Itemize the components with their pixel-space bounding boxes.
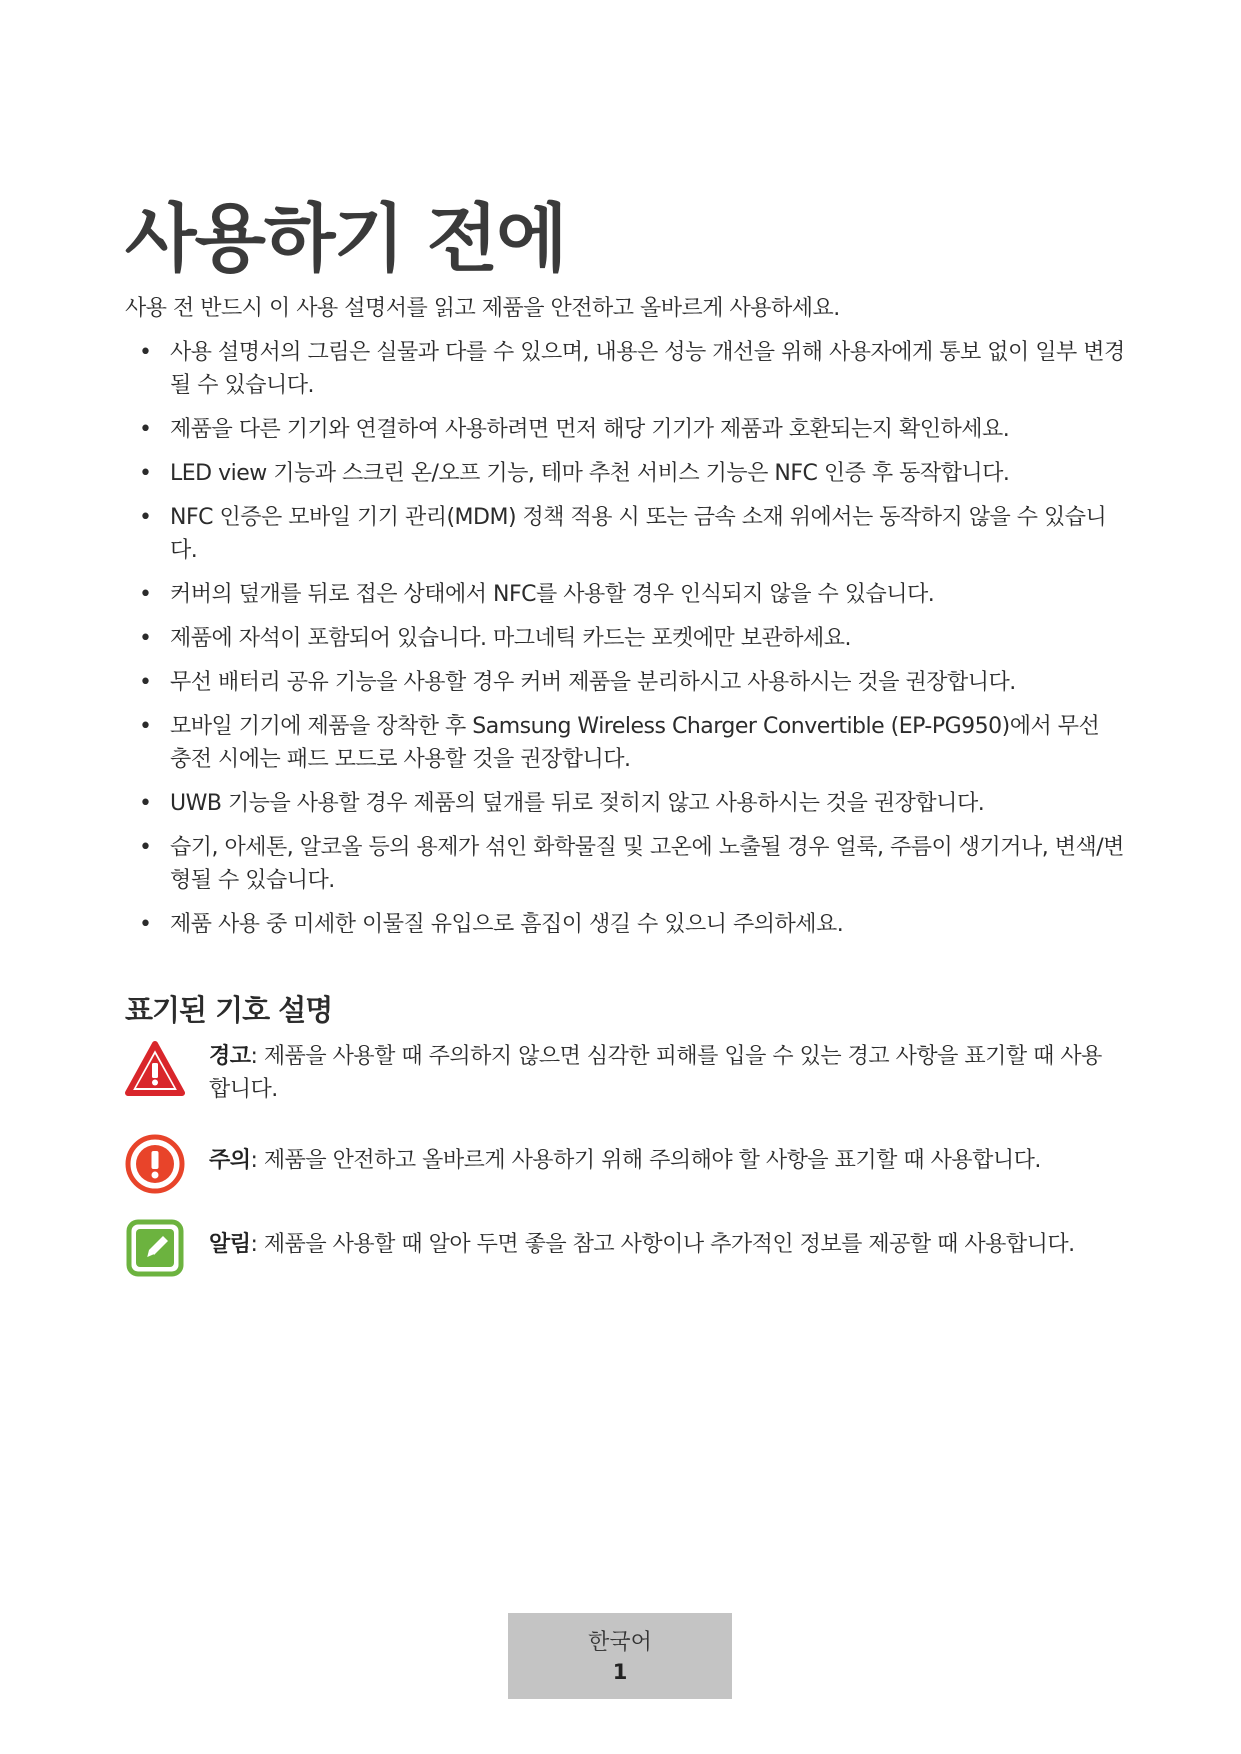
bullet-icon: • bbox=[139, 835, 152, 860]
bullet-icon: • bbox=[139, 340, 152, 365]
symbols-section-title: 표기된 기호 설명 bbox=[125, 993, 333, 1027]
list-item-text: 습기, 아세톤, 알코올 등의 용제가 섞인 화학물질 및 고온에 노출될 경우 얼룩, 주름이 생기거나, 변색/변형될 수 있습니다. bbox=[170, 835, 1124, 893]
bullet-icon: • bbox=[139, 626, 152, 651]
list-item-text: LED view 기능과 스크린 온/오프 기능, 테마 추천 서비스 기능은 NFC 인증 후 동작합니다. bbox=[170, 461, 1010, 486]
list-item bbox=[125, 578, 1125, 611]
bullet-icon: • bbox=[139, 505, 152, 530]
footer-language: 한국어 bbox=[588, 1630, 652, 1655]
list-item-text: 무선 배터리 공유 기능을 사용할 경우 커버 제품을 분리하시고 사용하시는 것을 권장합니다. bbox=[170, 670, 1016, 695]
warning-label: 경고 bbox=[209, 1044, 251, 1069]
list-item bbox=[125, 666, 1125, 699]
list-item-text: NFC 인증은 모바일 기기 관리(MDM) 정책 적용 시 또는 금속 소재 위에서는 동작하지 않을 수 있습니다. bbox=[170, 505, 1107, 563]
list-item bbox=[125, 622, 1125, 655]
list-item bbox=[125, 413, 1125, 446]
bullet-icon: • bbox=[139, 714, 152, 739]
list-item-text: UWB 기능을 사용할 경우 제품의 덮개를 뒤로 젖히지 않고 사용하시는 것을 권장합니다. bbox=[170, 791, 985, 816]
bullet-icon: • bbox=[139, 582, 152, 607]
bullet-icon: • bbox=[139, 912, 152, 937]
intro-text: 사용 전 반드시 이 사용 설명서를 읽고 제품을 안전하고 올바르게 사용하세요. bbox=[125, 296, 840, 321]
note-text bbox=[209, 1228, 1109, 1261]
caution-description: : 제품을 안전하고 올바르게 사용하기 위해 주의해야 할 사항을 표기할 때 사용합니다. bbox=[250, 1148, 1041, 1173]
list-item bbox=[125, 908, 1125, 941]
warning-triangle-icon bbox=[125, 1040, 185, 1100]
bullet-icon: • bbox=[139, 461, 152, 486]
page-title: 사용하기 전에 bbox=[125, 196, 566, 282]
warning-text bbox=[209, 1040, 1109, 1106]
list-item-text: 제품을 다른 기기와 연결하여 사용하려면 먼저 해당 기기가 제품과 호환되는지 확인하세요. bbox=[170, 417, 1010, 442]
page-number: 1 bbox=[612, 1660, 628, 1684]
page-footer bbox=[508, 1613, 732, 1699]
list-item bbox=[125, 336, 1125, 402]
bullet-icon: • bbox=[139, 417, 152, 442]
list-item-text: 커버의 덮개를 뒤로 접은 상태에서 NFC를 사용할 경우 인식되지 않을 수 있습니다. bbox=[170, 582, 935, 607]
note-label: 알림 bbox=[209, 1232, 251, 1257]
list-item bbox=[125, 457, 1125, 490]
list-item bbox=[125, 831, 1125, 897]
caution-text bbox=[209, 1144, 1109, 1177]
caution-circle-icon bbox=[125, 1134, 185, 1194]
list-item bbox=[125, 501, 1125, 567]
caution-label: 주의 bbox=[209, 1148, 251, 1173]
bullet-icon: • bbox=[139, 670, 152, 695]
list-item-text: 사용 설명서의 그림은 실물과 다를 수 있으며, 내용은 성능 개선을 위해 사용자에게 통보 없이 일부 변경될 수 있습니다. bbox=[170, 340, 1125, 398]
warning-description: : 제품을 사용할 때 주의하지 않으면 심각한 피해를 입을 수 있는 경고 사항을 표기할 때 사용합니다. bbox=[209, 1044, 1102, 1102]
list-item bbox=[125, 787, 1125, 820]
note-description: : 제품을 사용할 때 알아 두면 좋을 참고 사항이나 추가적인 정보를 제공할 때 사용합니다. bbox=[250, 1232, 1075, 1257]
bullet-icon: • bbox=[139, 791, 152, 816]
list-item-text: 제품에 자석이 포함되어 있습니다. 마그네틱 카드는 포켓에만 보관하세요. bbox=[170, 626, 852, 651]
list-item-text: 모바일 기기에 제품을 장착한 후 Samsung Wireless Charger Convertible (EP-PG950)에서 무선 충전 시에는 패드 모드로 사용할 것을 권장합니다. bbox=[170, 714, 1100, 772]
precautions-list bbox=[125, 336, 1125, 952]
list-item bbox=[125, 710, 1125, 776]
list-item-text: 제품 사용 중 미세한 이물질 유입으로 흠집이 생길 수 있으니 주의하세요. bbox=[170, 912, 844, 937]
note-pencil-icon bbox=[125, 1218, 185, 1278]
